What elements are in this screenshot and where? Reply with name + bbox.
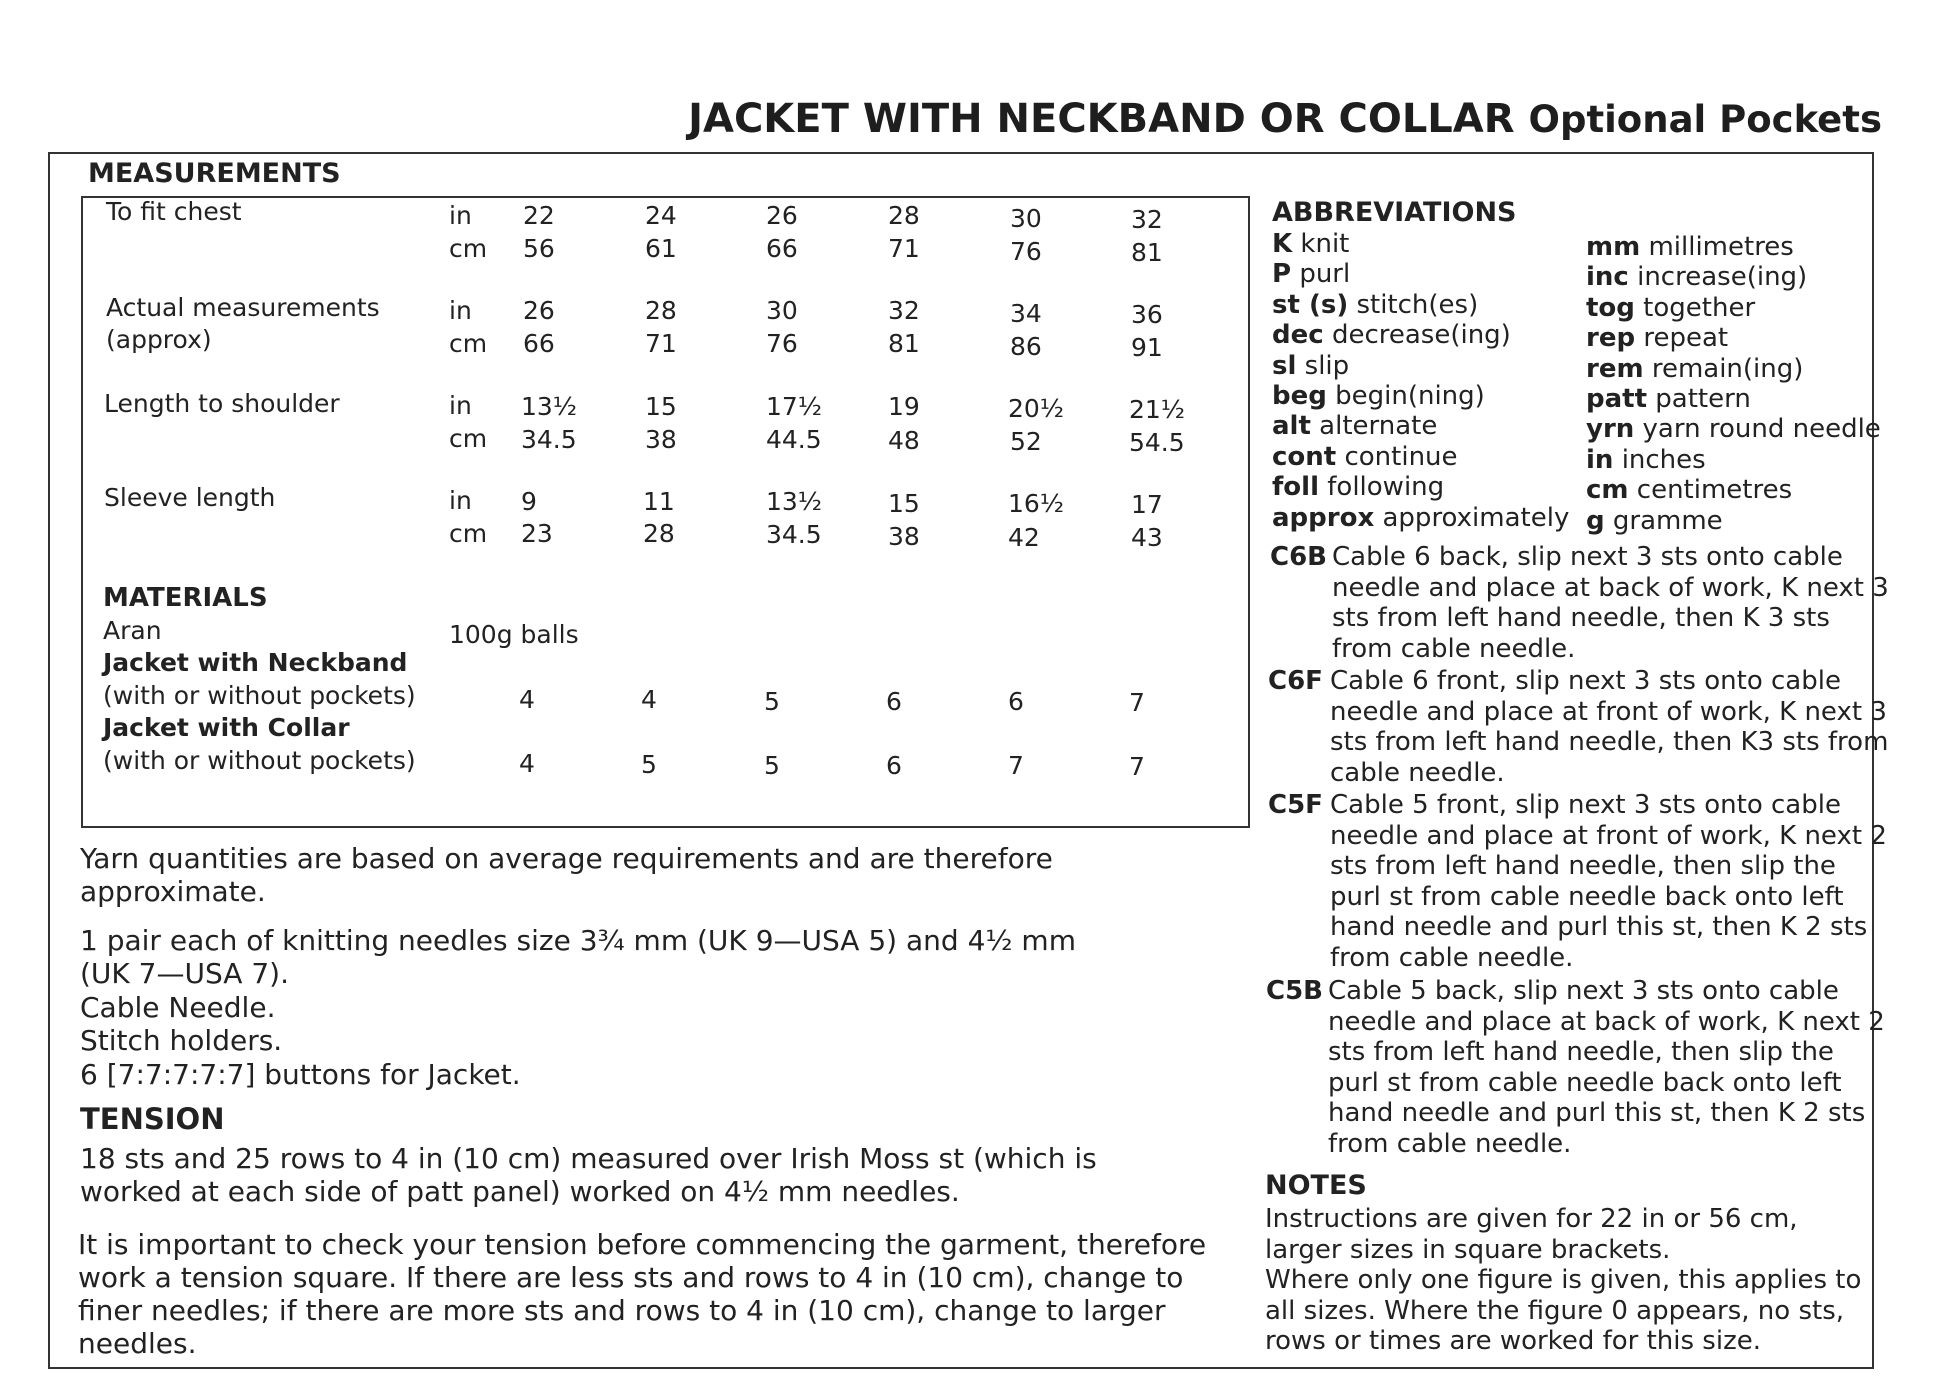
tension-text: 18 sts and 25 rows to 4 in (10 cm) measured over Irish Moss st (which is worked at each side of patt panel) worked on 4½ mm needles.	[80, 1142, 1097, 1208]
value-cell: 44.5	[766, 425, 822, 454]
title-main: JACKET WITH NECKBAND OR COLLAR	[688, 96, 1515, 142]
abbreviation-item: approx approximately	[1272, 502, 1570, 533]
value-cell: 21½	[1129, 395, 1186, 424]
abbreviation-item: yrn yarn round needle	[1586, 414, 1881, 445]
value-cell: 13½	[766, 487, 823, 516]
abbreviation-item: foll following	[1272, 472, 1445, 503]
value-cell: 9	[521, 487, 537, 516]
notes-heading: NOTES	[1265, 1170, 1367, 1201]
yarn-type: Aran	[103, 616, 162, 645]
materials-heading: MATERIALS	[103, 583, 268, 613]
cable-definition	[1268, 666, 1908, 790]
value-cell: 66	[766, 234, 798, 263]
abbreviation-item: P purl	[1272, 259, 1351, 290]
value-cell: 16½	[1008, 489, 1065, 518]
cable-definition	[1270, 542, 1910, 666]
value-cell: 6	[886, 687, 902, 716]
unit-cm: cm	[449, 329, 488, 358]
value-cell: 38	[645, 425, 677, 454]
value-cell: 6	[886, 751, 902, 780]
unit-in: in	[449, 391, 472, 420]
value-cell: 28	[888, 201, 920, 230]
cable-text: Cable 5 back, slip next 3 sts onto cable needle and place at back of work, K next 2 sts from left hand needle, then slip the purl st from cable needle back onto left hand needle and purl this st, then K 2 sts from cable needle.	[1328, 976, 1885, 1159]
value-cell: 28	[643, 519, 675, 548]
abbreviations-col-2	[1586, 232, 1881, 536]
value-cell: 61	[645, 234, 677, 263]
yarn-unit: 100g balls	[449, 620, 579, 649]
unit-in: in	[449, 296, 472, 325]
unit-in: in	[449, 201, 472, 230]
abbreviation-item: st (s) stitch(es)	[1272, 289, 1479, 320]
value-cell: 32	[1131, 205, 1163, 234]
value-cell: 76	[766, 329, 798, 358]
material-item-name: Jacket with Neckband	[103, 648, 408, 677]
value-cell: 81	[1131, 238, 1163, 267]
value-cell: 17	[1131, 490, 1163, 519]
row-label: To fit chest	[106, 197, 242, 226]
unit-cm: cm	[449, 424, 488, 453]
value-cell: 54.5	[1129, 428, 1185, 457]
value-cell: 56	[523, 234, 555, 263]
notes-text-2: Where only one figure is given, this applies to all sizes. Where the figure 0 appears, no sts, rows or times are worked for this size.	[1265, 1265, 1862, 1356]
cable-needle-line: Cable Needle.	[80, 991, 276, 1024]
value-cell: 52	[1010, 427, 1042, 456]
abbreviation-item: patt pattern	[1586, 383, 1751, 414]
value-cell: 71	[645, 329, 677, 358]
value-cell: 6	[1008, 687, 1024, 716]
cable-text: Cable 5 front, slip next 3 sts onto cable needle and place at front of work, K next 2 sts from left hand needle, then slip the purl st from cable needle back onto left hand needle and purl this st, then K 2 sts from cable needle.	[1330, 790, 1887, 973]
needles-line-1: 1 pair each of knitting needles size 3¾ mm (UK 9—USA 5) and 4½ mm	[80, 924, 1076, 957]
cable-code: C6F	[1268, 666, 1323, 696]
abbreviation-item: inc increase(ing)	[1586, 262, 1808, 293]
value-cell: 4	[519, 685, 535, 714]
row-label: Actual measurements	[106, 293, 380, 322]
abbreviation-item: sl slip	[1272, 350, 1350, 381]
yarn-quantities-note: Yarn quantities are based on average requirements and are therefore approximate.	[80, 842, 1053, 908]
needles-line-2: (UK 7—USA 7).	[80, 957, 289, 990]
value-cell: 76	[1010, 237, 1042, 266]
value-cell: 30	[1010, 204, 1042, 233]
value-cell: 15	[888, 489, 920, 518]
value-cell: 5	[641, 750, 657, 779]
value-cell: 26	[523, 296, 555, 325]
unit-cm: cm	[449, 519, 488, 548]
value-cell: 34	[1010, 299, 1042, 328]
abbreviation-item: cm centimetres	[1586, 475, 1793, 506]
value-cell: 91	[1131, 333, 1163, 362]
value-cell: 38	[888, 522, 920, 551]
value-cell: 15	[645, 392, 677, 421]
row-label: Length to shoulder	[104, 389, 340, 418]
value-cell: 34.5	[521, 425, 577, 454]
value-cell: 30	[766, 296, 798, 325]
abbreviation-item: rem remain(ing)	[1586, 353, 1804, 384]
value-cell: 22	[523, 201, 555, 230]
notes-text-1: Instructions are given for 22 in or 56 cm, larger sizes in square brackets.	[1265, 1204, 1798, 1265]
value-cell: 20½	[1008, 394, 1065, 423]
stitch-holders-line: Stitch holders.	[80, 1024, 283, 1057]
value-cell: 86	[1010, 332, 1042, 361]
abbreviations-col-1	[1272, 229, 1569, 533]
abbreviation-item: K knit	[1272, 229, 1350, 259]
value-cell: 48	[888, 426, 920, 455]
value-cell: 32	[888, 296, 920, 325]
measurements-heading: MEASUREMENTS	[88, 158, 341, 189]
value-cell: 7	[1008, 751, 1024, 780]
tension-check-text: It is important to check your tension before commencing the garment, therefore work a tension square. If there are less sts and rows to 4 in (10 cm), change to finer needles; if there are more sts and rows to 4 in (10 cm), change to larger needles.	[78, 1228, 1207, 1360]
abbreviation-item: alt alternate	[1272, 411, 1438, 442]
value-cell: 28	[645, 296, 677, 325]
abbreviation-item: dec decrease(ing)	[1272, 320, 1511, 351]
value-cell: 66	[523, 329, 555, 358]
abbreviation-item: rep repeat	[1586, 323, 1729, 354]
cable-definition	[1268, 790, 1908, 976]
cable-definition	[1266, 976, 1906, 1162]
row-label-note: (approx)	[106, 325, 212, 354]
value-cell: 23	[521, 519, 553, 548]
value-cell: 7	[1129, 752, 1145, 781]
abbreviation-item: in inches	[1586, 444, 1706, 475]
material-item-note: (with or without pockets)	[103, 746, 416, 775]
value-cell: 24	[645, 201, 677, 230]
unit-cm: cm	[449, 234, 488, 263]
cable-code: C6B	[1270, 542, 1327, 572]
value-cell: 43	[1131, 523, 1163, 552]
value-cell: 26	[766, 201, 798, 230]
value-cell: 5	[764, 751, 780, 780]
unit-in: in	[449, 486, 472, 515]
value-cell: 71	[888, 234, 920, 263]
cable-text: Cable 6 back, slip next 3 sts onto cable needle and place at back of work, K next 3 sts from left hand needle, then K 3 sts from cable needle.	[1332, 542, 1889, 664]
material-item-name: Jacket with Collar	[103, 713, 350, 742]
abbreviation-item: beg begin(ning)	[1272, 380, 1485, 411]
row-label: Sleeve length	[104, 483, 276, 512]
page-title	[688, 96, 1882, 142]
cable-text: Cable 6 front, slip next 3 sts onto cable needle and place at front of work, K next 3 sts from left hand needle, then K3 sts from cable needle.	[1330, 666, 1889, 788]
value-cell: 34.5	[766, 520, 822, 549]
buttons-line: 6 [7:7:7:7:7] buttons for Jacket.	[80, 1058, 521, 1091]
value-cell: 17½	[766, 392, 823, 421]
abbreviation-item: mm millimetres	[1586, 232, 1794, 262]
material-item-note: (with or without pockets)	[103, 681, 416, 710]
value-cell: 36	[1131, 300, 1163, 329]
cable-code: C5B	[1266, 976, 1323, 1006]
value-cell: 5	[764, 687, 780, 716]
abbreviation-item: g gramme	[1586, 505, 1723, 536]
value-cell: 13½	[521, 392, 578, 421]
value-cell: 81	[888, 329, 920, 358]
value-cell: 7	[1129, 688, 1145, 717]
abbreviation-item: cont continue	[1272, 441, 1458, 472]
tension-heading: TENSION	[80, 1102, 225, 1136]
value-cell: 42	[1008, 523, 1040, 552]
value-cell: 4	[519, 749, 535, 778]
cable-code: C5F	[1268, 790, 1323, 820]
abbreviation-item: tog together	[1586, 292, 1756, 323]
value-cell: 4	[641, 685, 657, 714]
abbreviations-heading: ABBREVIATIONS	[1272, 197, 1517, 228]
value-cell: 11	[643, 487, 675, 516]
title-sub: Optional Pockets	[1528, 98, 1882, 141]
value-cell: 19	[888, 392, 920, 421]
